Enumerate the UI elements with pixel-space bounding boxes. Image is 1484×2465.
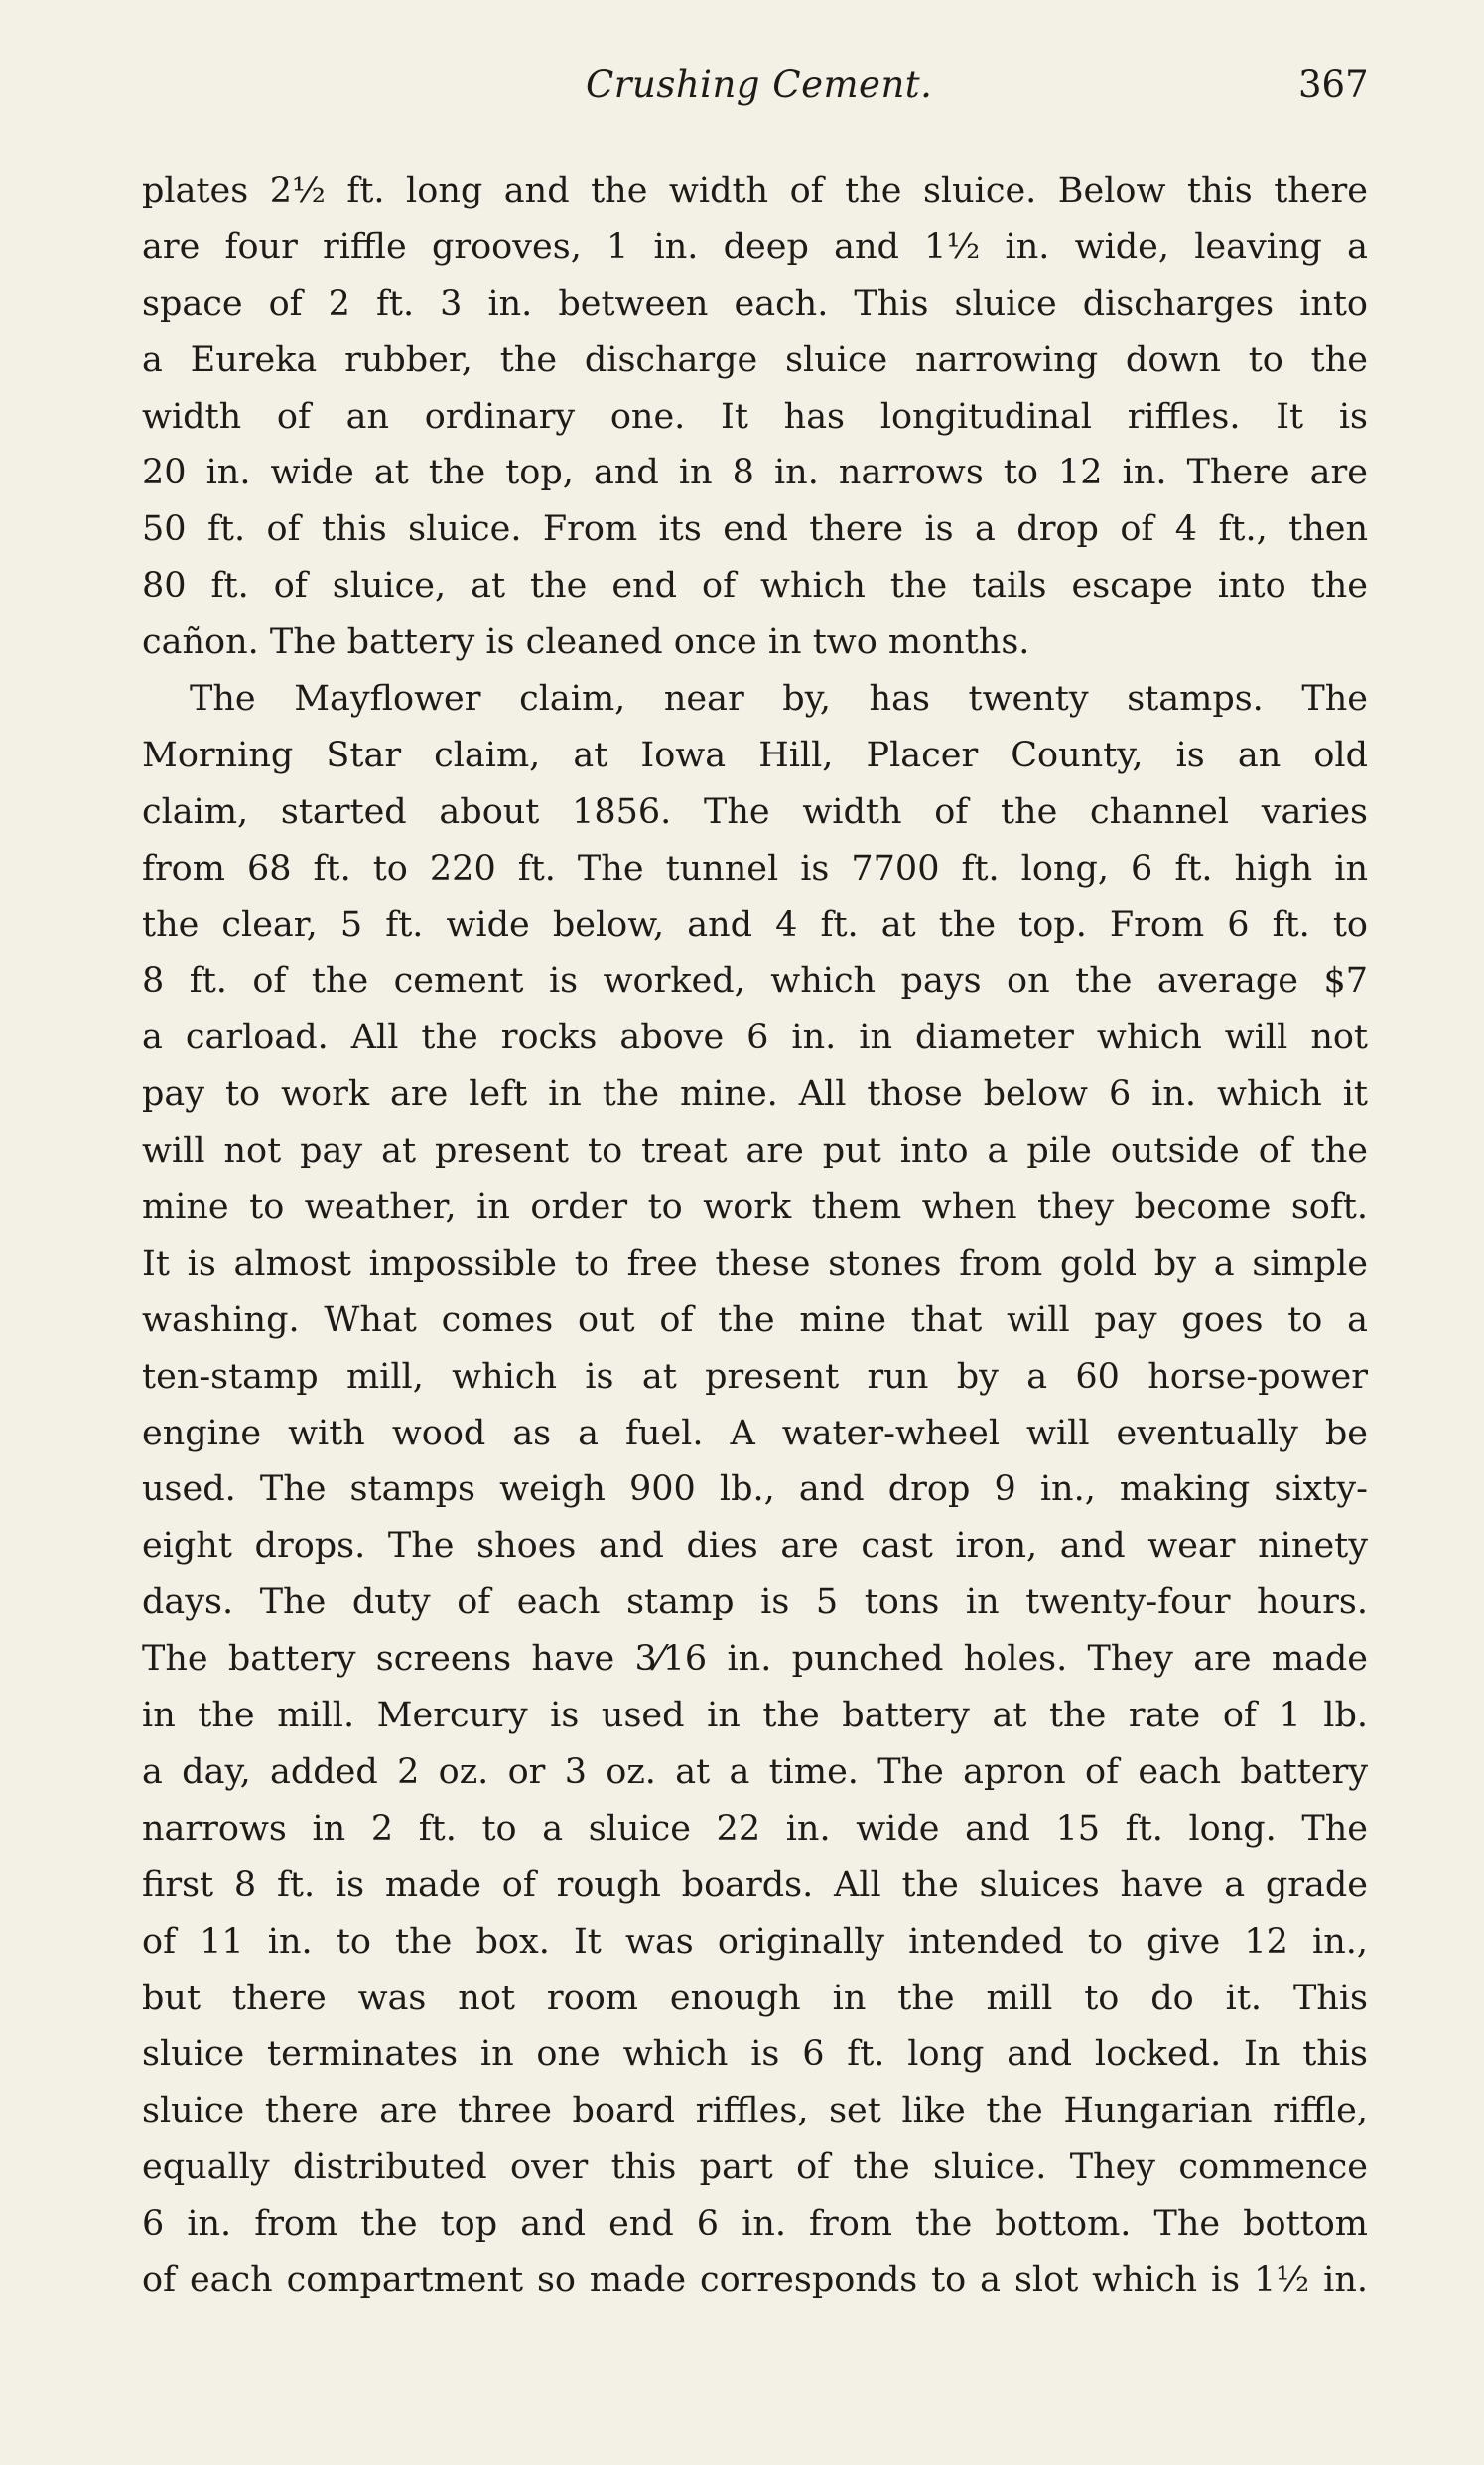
text-line: a carload. All the rocks above 6 in. in diameter which will not	[142, 1018, 1368, 1058]
text-line: Morning Star claim, at Iowa Hill, Placer County, is an old	[142, 735, 1368, 775]
text-line: the clear, 5 ft. wide below, and 4 ft. at the top. From 6 ft. to	[142, 904, 1368, 945]
text-line: pay to work are left in the mine. All those below 6 in. which it	[142, 1074, 1368, 1115]
text-line: 8 ft. of the cement is worked, which pays on the average $7	[142, 961, 1368, 1002]
text-line: in the mill. Mercury is used in the battery at the rate of 1 lb.	[142, 1696, 1368, 1736]
text-line: engine with wood as a fuel. A water-wheel will eventually be	[142, 1413, 1368, 1453]
text-line: The battery screens have 3⁄16 in. punched holes. They are made	[142, 1639, 1368, 1680]
body-text	[142, 163, 1368, 2309]
text-line: claim, started about 1856. The width of the channel varies	[142, 791, 1368, 832]
text-line: are four riffle grooves, 1 in. deep and 1½ in. wide, leaving a	[142, 226, 1368, 267]
paragraph-start-line: The Mayflower claim, near by, has twenty stamps. The	[190, 679, 1368, 720]
text-line: 6 in. from the top and end 6 in. from the bottom. The bottom	[142, 2204, 1368, 2245]
text-line: used. The stamps weigh 900 lb., and drop 9 in., making sixty-	[142, 1469, 1368, 1510]
text-line: washing. What comes out of the mine that will pay goes to a	[142, 1300, 1368, 1340]
text-line: mine to weather, in order to work them when they become soft.	[142, 1187, 1368, 1228]
text-line: It is almost impossible to free these stones from gold by a simple	[142, 1243, 1368, 1284]
text-line: a Eureka rubber, the discharge sluice narrowing down to the	[142, 340, 1368, 380]
text-line: of each compartment so made corresponds to a slot which is 1½ in.	[142, 2260, 1368, 2300]
page-number: 367	[1298, 64, 1369, 106]
text-line: first 8 ft. is made of rough boards. All the sluices have a grade	[142, 1864, 1368, 1905]
text-line: space of 2 ft. 3 in. between each. This sluice discharges into	[142, 283, 1368, 324]
text-line: plates 2½ ft. long and the width of the sluice. Below this there	[142, 171, 1368, 210]
text-line: 20 in. wide at the top, and in 8 in. narrows to 12 in. There are	[142, 453, 1368, 493]
text-line: eight drops. The shoes and dies are cast iron, and wear ninety	[142, 1526, 1368, 1567]
running-title: Crushing Cement.	[586, 64, 933, 106]
text-line: from 68 ft. to 220 ft. The tunnel is 7700 ft. long, 6 ft. high in	[142, 848, 1368, 889]
text-line: 80 ft. of sluice, at the end of which the tails escape into the	[142, 566, 1368, 607]
text-line: cañon. The battery is cleaned once in two months.	[142, 622, 1030, 663]
text-line: narrows in 2 ft. to a sluice 22 in. wide and 15 ft. long. The	[142, 1808, 1368, 1849]
text-line: will not pay at present to treat are put into a pile outside of the	[142, 1131, 1368, 1171]
text-line: equally distributed over this part of the sluice. They commence	[142, 2147, 1368, 2188]
text-line: sluice terminates in one which is 6 ft. long and locked. In this	[142, 2034, 1368, 2075]
text-line: ten-stamp mill, which is at present run by a 60 horse-power	[142, 1356, 1368, 1397]
text-line: days. The duty of each stamp is 5 tons in twenty-four hours.	[142, 1582, 1368, 1623]
text-line: width of an ordinary one. It has longitudinal riffles. It is	[142, 396, 1368, 437]
text-line: sluice there are three board riffles, set like the Hungarian riffle,	[142, 2091, 1368, 2131]
text-line: 50 ft. of this sluice. From its end there is a drop of 4 ft., then	[142, 509, 1368, 550]
text-line: but there was not room enough in the mill to do it. This	[142, 1978, 1368, 2018]
running-head	[0, 64, 1484, 123]
text-line: a day, added 2 oz. or 3 oz. at a time. The apron of each battery	[142, 1751, 1368, 1792]
text-line: of 11 in. to the box. It was originally intended to give 12 in.,	[142, 1921, 1368, 1962]
